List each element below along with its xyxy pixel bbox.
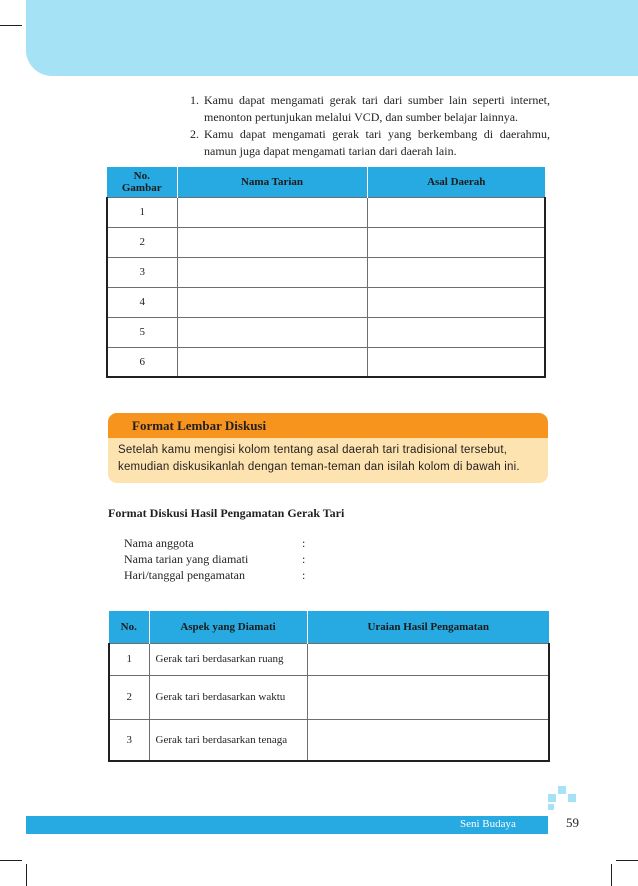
observation-table xyxy=(108,611,550,762)
nama-tarian-cell[interactable] xyxy=(177,317,367,347)
dance-table xyxy=(106,167,546,378)
field-row xyxy=(124,567,312,583)
row-number: 4 xyxy=(107,287,177,317)
table-header-row xyxy=(109,611,549,643)
asal-daerah-cell[interactable] xyxy=(367,287,545,317)
format-lembar-diskusi-box xyxy=(108,413,548,483)
crop-mark xyxy=(616,860,638,861)
field-row xyxy=(124,535,312,551)
asal-daerah-cell[interactable] xyxy=(367,257,545,287)
column-header-uraian: Uraian Hasil Pengamatan xyxy=(307,611,549,643)
row-number: 5 xyxy=(107,317,177,347)
decorative-pixel xyxy=(558,786,566,794)
row-number: 3 xyxy=(109,719,149,761)
field-label: Hari/tanggal pengamatan xyxy=(124,568,245,582)
row-number: 3 xyxy=(107,257,177,287)
row-number: 2 xyxy=(107,227,177,257)
uraian-cell[interactable] xyxy=(307,675,549,719)
field-colon: : xyxy=(302,568,306,582)
instruction-item xyxy=(190,126,550,160)
decorative-pixel xyxy=(548,794,556,802)
table-row xyxy=(109,643,549,675)
instruction-text: Kamu dapat mengamati gerak tari yang berkembang di daerahmu, namun juga dapat mengamati tarian dari daerah lain. xyxy=(204,127,550,158)
asal-daerah-cell[interactable] xyxy=(367,317,545,347)
nama-tarian-cell[interactable] xyxy=(177,347,367,377)
field-colon: : xyxy=(302,536,306,550)
instruction-item xyxy=(190,92,550,126)
row-number: 2 xyxy=(109,675,149,719)
format-box-title: Format Lembar Diskusi xyxy=(108,413,548,438)
column-header-no: No. xyxy=(109,611,149,643)
nama-tarian-cell[interactable] xyxy=(177,197,367,227)
page-number-box xyxy=(548,807,638,847)
crop-mark xyxy=(26,864,27,886)
table-row xyxy=(107,197,545,227)
aspect-cell: Gerak tari berdasarkan tenaga xyxy=(149,719,307,761)
column-header-asal-daerah: Asal Daerah xyxy=(367,167,545,197)
asal-daerah-cell[interactable] xyxy=(367,347,545,377)
nama-tarian-cell[interactable] xyxy=(177,287,367,317)
aspect-cell: Gerak tari berdasarkan waktu xyxy=(149,675,307,719)
table-header-row xyxy=(107,167,545,197)
table-row xyxy=(107,287,545,317)
discussion-fields xyxy=(124,535,312,583)
asal-daerah-cell[interactable] xyxy=(367,197,545,227)
column-header-nama-tarian: Nama Tarian xyxy=(177,167,367,197)
instruction-text: Kamu dapat mengamati gerak tari dari sumber lain seperti internet, menonton pertunjukan melalui VCD, dan sumber belajar lainnya. xyxy=(204,93,550,124)
table-row xyxy=(107,227,545,257)
field-colon: : xyxy=(302,552,306,566)
crop-mark xyxy=(611,864,612,886)
instruction-number: 2. xyxy=(190,127,199,141)
field-label: Nama tarian yang diamati xyxy=(124,552,249,566)
crop-mark xyxy=(0,860,22,861)
table-row xyxy=(109,719,549,761)
instruction-number: 1. xyxy=(190,93,199,107)
format-box-body: Setelah kamu mengisi kolom tentang asal daerah tari tradisional tersebut, kemudian diskusikanlah dengan teman-teman dan isilah kolom di bawah ini. xyxy=(118,444,520,473)
header-band xyxy=(26,0,638,76)
decorative-pixel xyxy=(548,804,554,810)
column-header-aspek: Aspek yang Diamati xyxy=(149,611,307,643)
uraian-cell[interactable] xyxy=(307,719,549,761)
asal-daerah-cell[interactable] xyxy=(367,227,545,257)
row-number: 1 xyxy=(109,643,149,675)
table-row xyxy=(107,317,545,347)
uraian-cell[interactable] xyxy=(307,643,549,675)
page-number: 59 xyxy=(566,815,579,830)
nama-tarian-cell[interactable] xyxy=(177,257,367,287)
table-row xyxy=(109,675,549,719)
row-number: 6 xyxy=(107,347,177,377)
aspect-cell: Gerak tari berdasarkan ruang xyxy=(149,643,307,675)
crop-mark xyxy=(0,25,22,26)
table-row xyxy=(107,347,545,377)
nama-tarian-cell[interactable] xyxy=(177,227,367,257)
footer-book-title: Seni Budaya xyxy=(460,818,516,830)
table-row xyxy=(107,257,545,287)
field-label: Nama anggota xyxy=(124,536,194,550)
section-title: Format Diskusi Hasil Pengamatan Gerak Tari xyxy=(108,506,345,520)
field-row xyxy=(124,551,312,567)
instructions xyxy=(190,92,550,160)
decorative-pixel xyxy=(568,794,576,802)
footer-band xyxy=(26,816,638,834)
column-header-no-gambar: No. Gambar xyxy=(107,167,177,197)
row-number: 1 xyxy=(107,197,177,227)
